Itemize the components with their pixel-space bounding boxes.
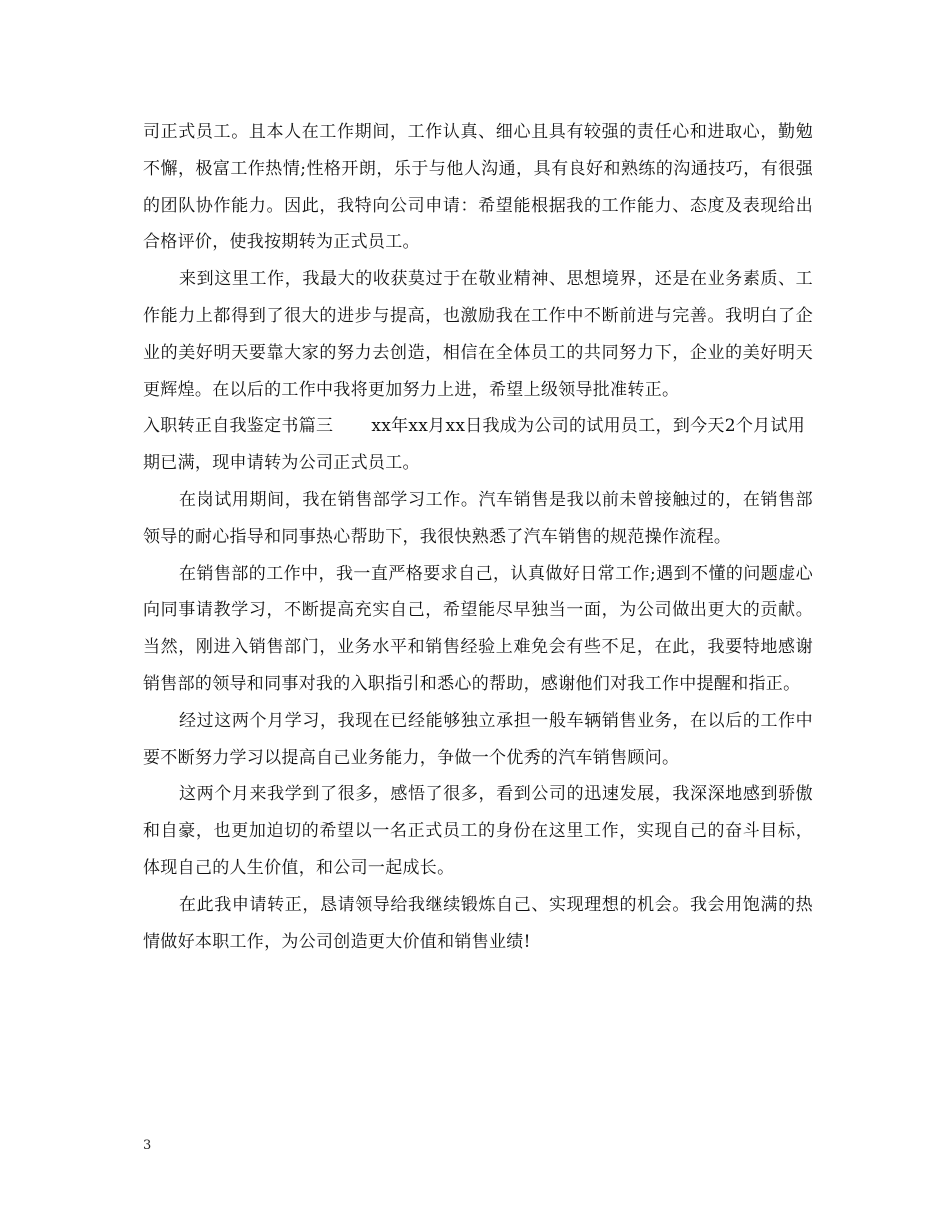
section-intro-text: xx年xx月xx日我成为公司的试用员工，到今天2个月试用期已满，现申请转为公司正式员工。	[143, 416, 806, 474]
paragraph-continuation: 司正式员工。且本人在工作期间，工作认真、细心且具有较强的责任心和进取心，勤勉不懈，极富工作热情;性格开朗，乐于与他人沟通，具有良好和熟练的沟通技巧，有很强的团队协作能力。因此，我特向公司申请：希望能根据我的工作能力、态度及表现给出合格评价，使我按期转为正式员工。	[143, 122, 813, 253]
page-number: 3	[143, 1138, 152, 1153]
paragraph-sales-work: 在销售部的工作中，我一直严格要求自己，认真做好日常工作;遇到不懂的问题虚心向同事请教学习，不断提高充实自己，希望能尽早独当一面，为公司做出更大的贡献。当然，刚进入销售部门，业务水平和销售经验上难免会有些不足，在此，我要特地感谢销售部的领导和同事对我的入职指引和悉心的帮助，感谢他们对我工作中提醒和指正。	[143, 563, 813, 694]
section-title: 入职转正自我鉴定书篇三	[143, 416, 334, 437]
section-intro	[143, 408, 813, 482]
paragraph-growth: 这两个月来我学到了很多，感悟了很多，看到公司的迅速发展，我深深地感到骄傲和自豪，也更加迫切的希望以一名正式员工的身份在这里工作，实现自己的奋斗目标，体现自己的人生价值，和公司一起成长。	[143, 784, 813, 878]
paragraph-learning: 经过这两个月学习，我现在已经能够独立承担一般车辆销售业务，在以后的工作中要不断努力学习以提高自己业务能力，争做一个优秀的汽车销售顾问。	[143, 710, 813, 768]
paragraph-gains: 来到这里工作，我最大的收获莫过于在敬业精神、思想境界，还是在业务素质、工作能力上都得到了很大的进步与提高，也激励我在工作中不断前进与完善。我明白了企业的美好明天要靠大家的努力去创造，相信在全体员工的共同努力下，企业的美好明天更辉煌。在以后的工作中我将更加努力上进，希望上级领导批准转正。	[143, 269, 813, 400]
paragraph-probation: 在岗试用期间，我在销售部学习工作。汽车销售是我以前未曾接触过的，在销售部领导的耐心指导和同事热心帮助下，我很快熟悉了汽车销售的规范操作流程。	[143, 489, 813, 547]
document-body	[143, 114, 813, 960]
paragraph-request: 在此我申请转正，恳请领导给我继续锻炼自己、实现理想的机会。我会用饱满的热情做好本职工作，为公司创造更大价值和销售业绩!	[143, 894, 813, 952]
